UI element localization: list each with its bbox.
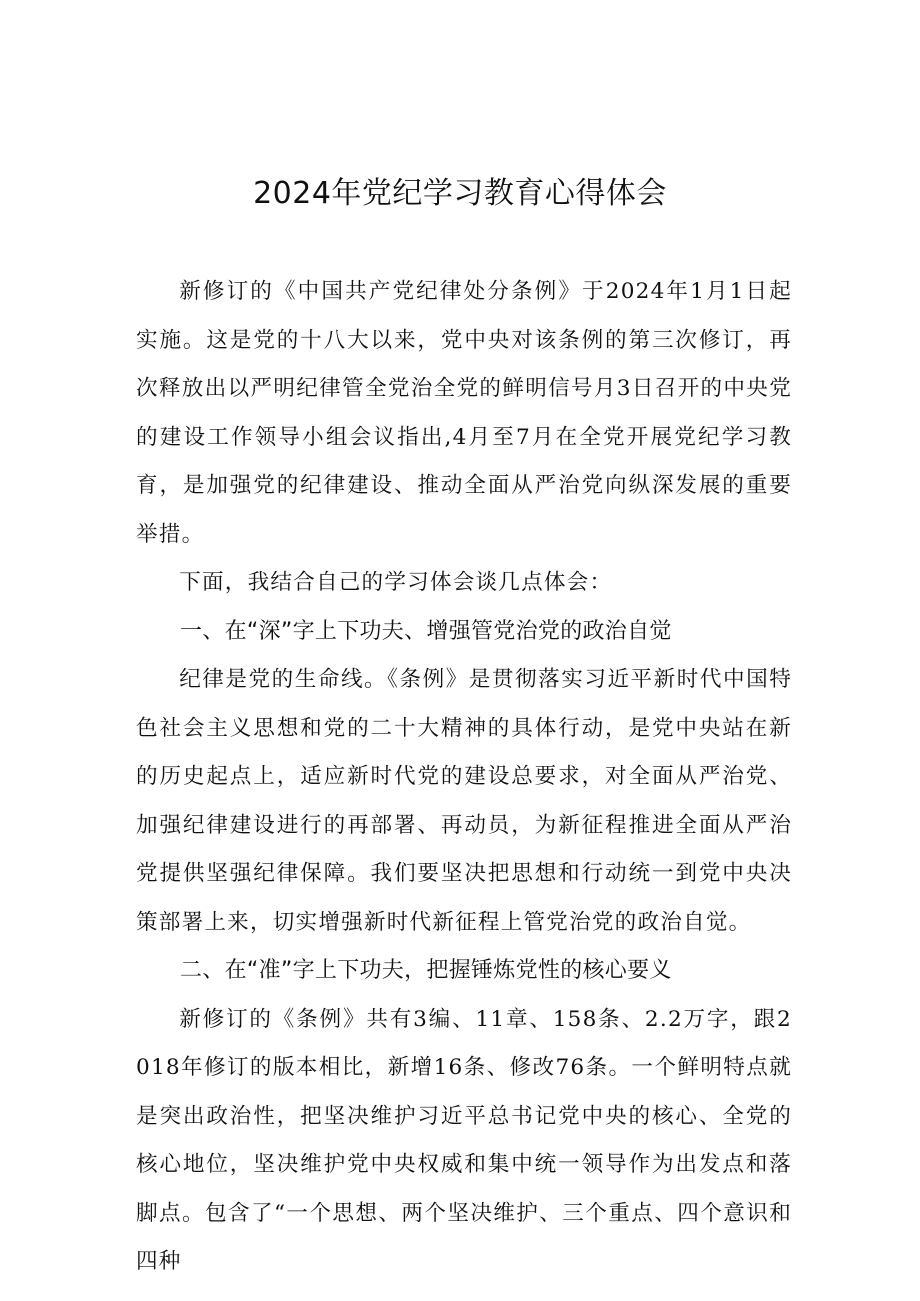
paragraph-section-2: 新修订的《条例》共有3编、11章、158条、2.2万字，跟2018年修订的版本相比，新增16条、修改76条。一个鲜明特点就是突出政治性，把坚决维护习近平总书记党中央的核心、全党的核心地位，坚决维护党中央权威和集中统一领导作为出发点和落脚点。包含了“一个思想、两个坚决维护、三个重点、四个意识和四种 (136, 1006, 792, 1274)
document-body (136, 268, 792, 1287)
document-title: 2024年党纪学习教育心得体会 (253, 176, 667, 211)
paragraph-lead-in: 下面，我结合自己的学习体会谈几点体会： (179, 570, 613, 595)
section-heading-2: 二、在“准”字上下功夫，把握锤炼党性的核心要义 (180, 958, 672, 983)
section-heading-1: 一、在“深”字上下功夫、增强管党治党的政治自觉 (180, 618, 672, 644)
paragraph-section-1: 纪律是党的生命线。《条例》是贯彻落实习近平新时代中国特色社会主义思想和党的二十大精神的具体行动，是党中央站在新的历史起点上，适应新时代党的建设总要求，对全面从严治党、加强纪律建设进行的再部署、再动员，为新征程推进全面从严治党提供坚强纪律保障。我们要坚决把思想和行动统一到党中央决策部署上来，切实增强新时代新征程上管党治党的政治自觉。 (136, 667, 792, 935)
paragraph-intro: 新修订的《中国共产党纪律处分条例》于2024年1月1日起实施。这是党的十八大以来，党中央对该条例的第三次修订，再次释放出以严明纪律管全党治全党的鲜明信号月3日召开的中央党的建设工作领导小组会议指出,4月至7月在全党开展党纪学习教育，是加强党的纪律建设、推动全面从严治党向纵深发展的重要举措。 (136, 279, 792, 547)
